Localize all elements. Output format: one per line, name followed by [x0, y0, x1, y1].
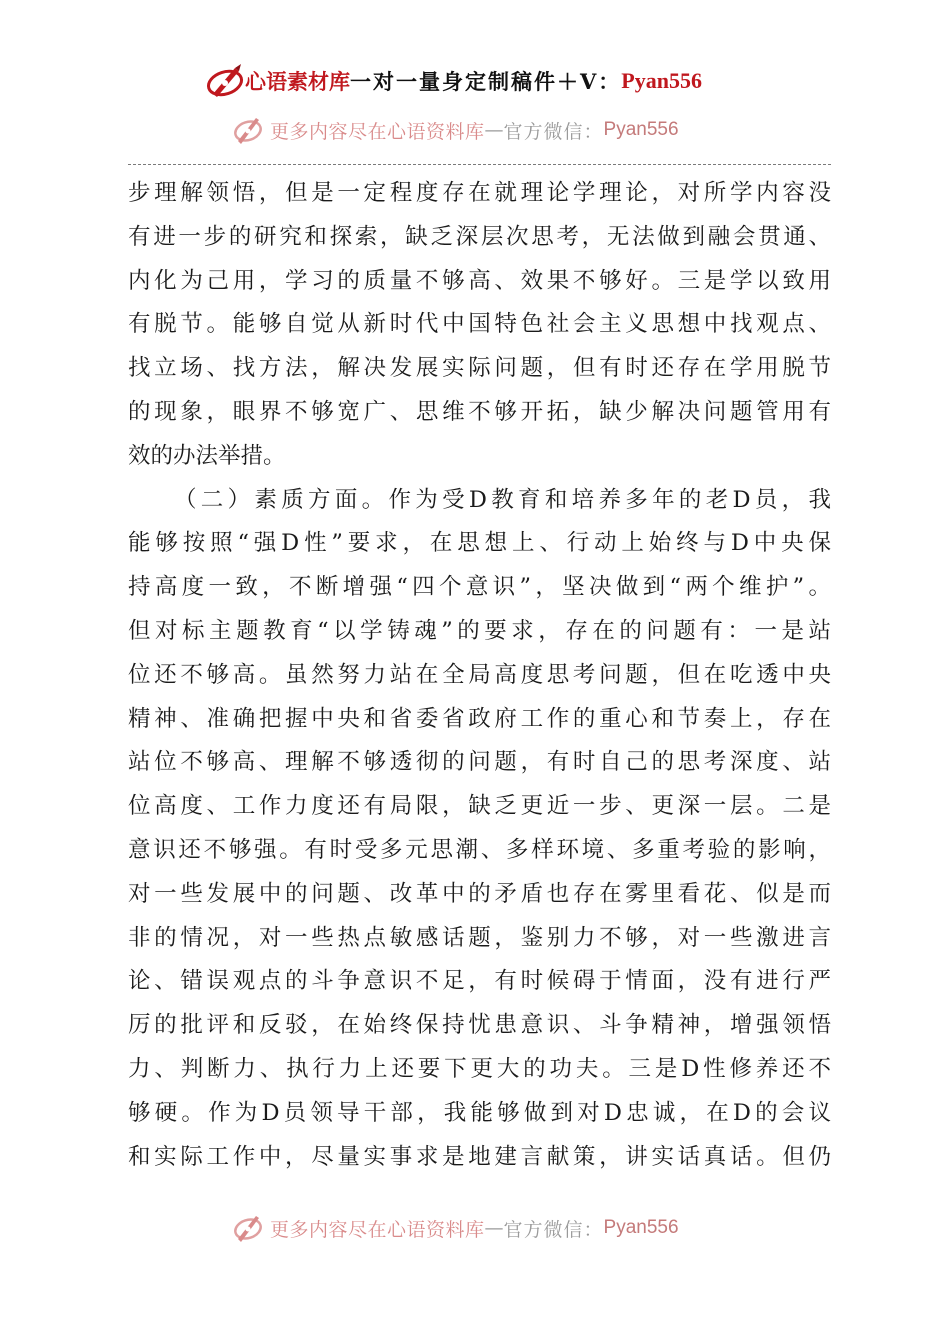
text-line: 站位不够高、理解不够透彻的问题，有时自己的思考深度、站 [128, 749, 831, 776]
text-line: 和实际工作中，尽量实事求是地建言献策，讲实话真话。但仍 [128, 1143, 831, 1170]
text-line: 持高度一致，不断增强“四个意识”，坚决做到“两个维护”。 [128, 574, 831, 601]
service-text: 一对一量身定制稿件＋V： [350, 69, 622, 94]
text-line: 步理解领悟，但是一定程度存在就理论学理论，对所学内容没 [128, 180, 831, 206]
subline-dash: — [484, 1217, 504, 1239]
text-line: 意识还不够强。有时受多元思潮、多样环境、多重考验的影响， [128, 836, 831, 863]
footer-subline [232, 1210, 679, 1246]
body-text [128, 172, 831, 1179]
subline-dash: — [484, 119, 504, 141]
text-line: 位还不够高。虽然努力站在全局高度思考问题，但在吃透中央 [128, 661, 831, 688]
text-line: 能够按照“强D性”要求，在思想上、行动上始终与D中央保 [128, 530, 831, 557]
subline-wechat-id: Pyan556 [603, 119, 679, 140]
text-line: 有脱节。能够自觉从新时代中国特色社会主义思想中找观点、 [128, 311, 831, 338]
pen-logo-icon [232, 1211, 266, 1245]
text-line: 非的情况，对一些热点敏感话题，鉴别力不够，对一些激进言 [128, 924, 831, 951]
text-line: 但对标主题教育“以学铸魂”的要求，存在的问题有：一是站 [128, 617, 831, 644]
header-subline [232, 112, 679, 148]
pen-logo-icon [205, 62, 249, 100]
subline-label: 官方微信： [503, 120, 604, 143]
subline-label: 官方微信： [503, 1218, 604, 1241]
text-line: 找立场、找方法，解决发展实际问题，但有时还存在学用脱节 [128, 355, 831, 382]
text-line: 位高度、工作力度还有局限，缺乏更近一步、更深一层。二是 [128, 793, 831, 820]
text-line: 论、错误观点的斗争意识不足，有时候碍于情面，没有进行严 [128, 968, 831, 995]
wechat-id: Pyan556 [621, 68, 702, 93]
text-line: 内化为己用，学习的质量不够高、效果不够好。三是学以致用 [128, 267, 831, 294]
text-line: （二）素质方面。作为受D教育和培养多年的老D员，我 [174, 486, 831, 513]
text-line: 够硬。作为D员领导干部，我能够做到对D忠诚，在D的会议 [128, 1099, 831, 1126]
brand-name: 心语素材库 [245, 69, 350, 94]
subline-text: 更多内容尽在心语资料库 [270, 1218, 485, 1241]
pen-logo-icon [232, 113, 266, 147]
header-divider [128, 164, 831, 165]
text-line: 精神、准确把握中央和省委省政府工作的重心和节奏上，存在 [128, 705, 831, 732]
subline-text: 更多内容尽在心语资料库 [270, 120, 485, 143]
subline-wechat-id: Pyan556 [603, 1217, 679, 1238]
text-line: 有进一步的研究和探索，缺乏深层次思考，无法做到融会贯通、 [128, 223, 831, 250]
text-line: 厉的批评和反驳，在始终保持忧患意识、斗争精神，增强领悟 [128, 1012, 831, 1039]
text-line: 效的办法举措。 [128, 442, 286, 469]
header-banner [205, 62, 702, 100]
text-line: 力、判断力、执行力上还要下更大的功夫。三是D性修养还不 [128, 1055, 831, 1082]
text-line: 对一些发展中的问题、改革中的矛盾也存在雾里看花、似是而 [128, 880, 831, 907]
text-line: 的现象，眼界不够宽广、思维不够开拓，缺少解决问题管用有 [128, 398, 831, 425]
